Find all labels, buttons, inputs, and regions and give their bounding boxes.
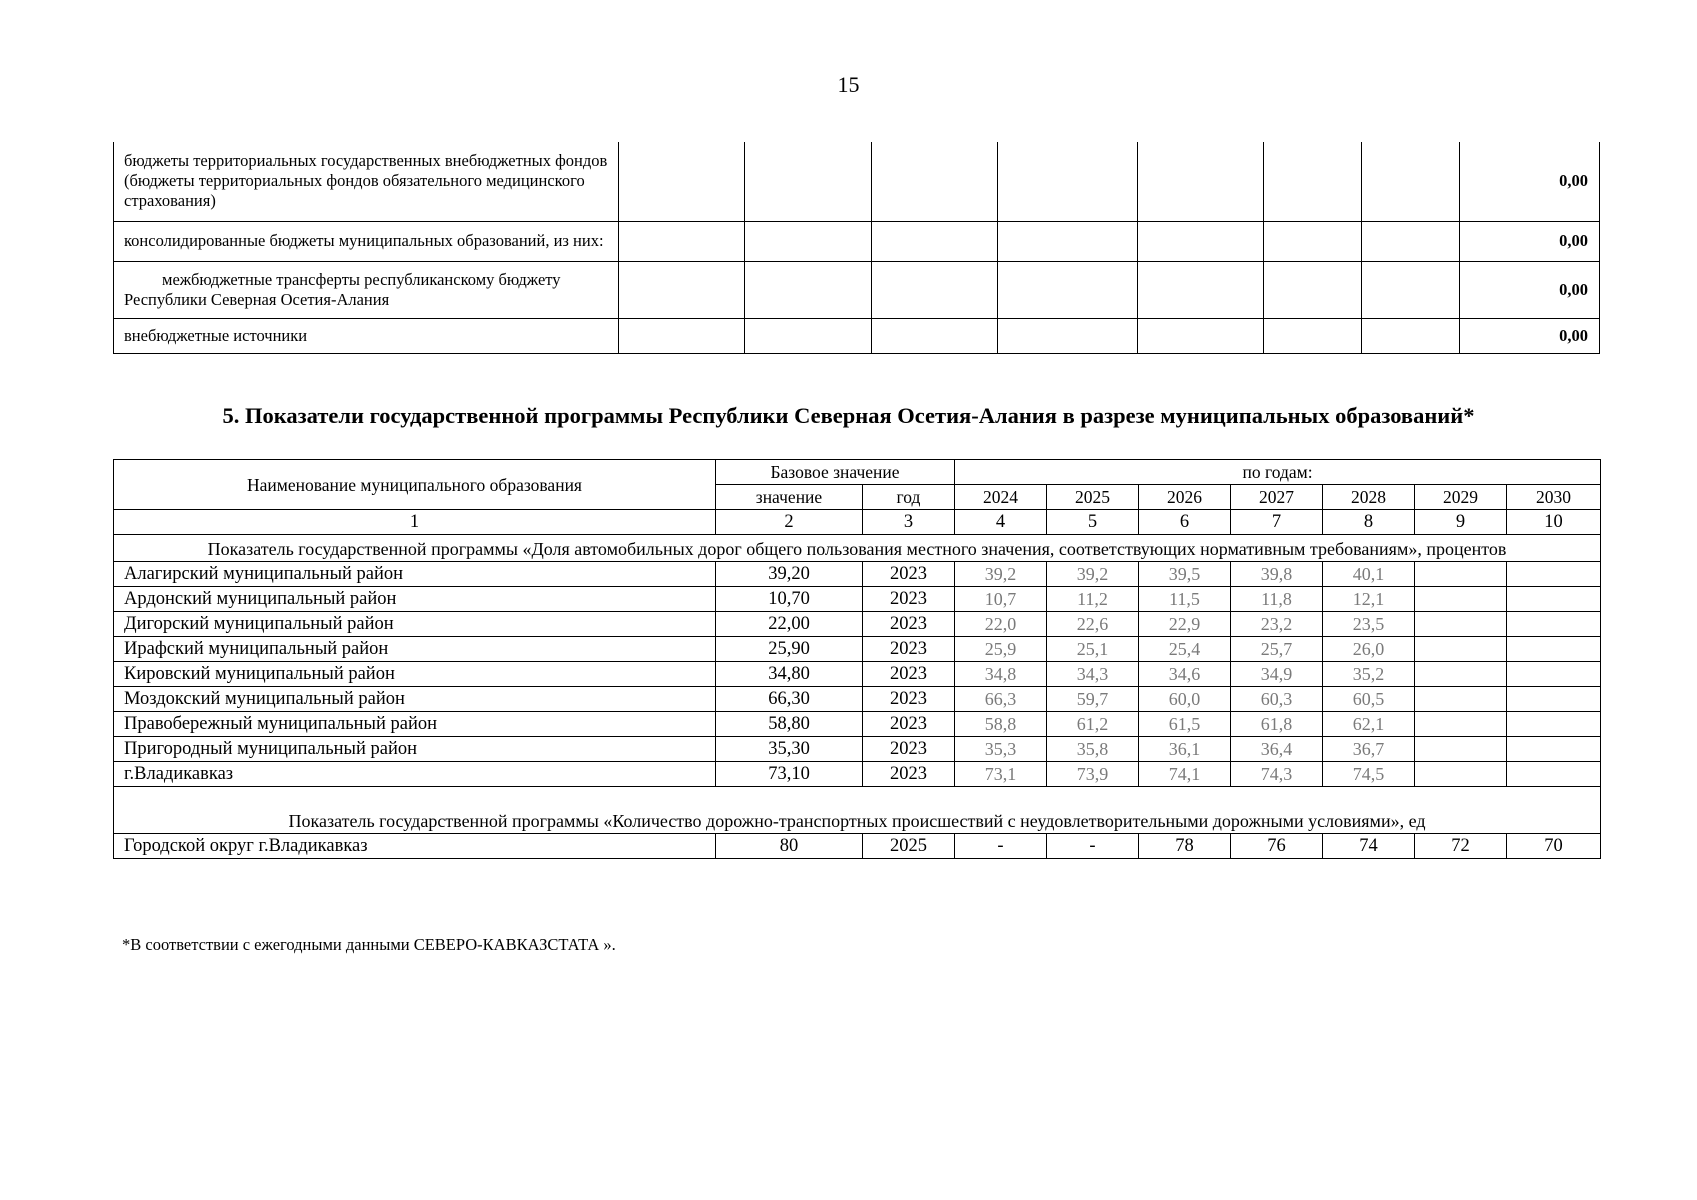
year-value: [1507, 562, 1601, 587]
empty-cell: [998, 318, 1138, 353]
indicator1-caption-row: [114, 535, 1601, 562]
municipality-row: [114, 687, 1601, 712]
funding-row-total: 0,00: [1460, 261, 1600, 318]
base-value: 34,80: [716, 662, 863, 687]
empty-cell: [1362, 142, 1460, 221]
municipality-name: г.Владикавказ: [114, 762, 716, 787]
year-value: 34,9: [1231, 662, 1323, 687]
year-value: 76: [1231, 834, 1323, 859]
year-value: 60,0: [1139, 687, 1231, 712]
empty-cell: [1362, 221, 1460, 261]
base-year: 2023: [863, 562, 955, 587]
year-value: 74,1: [1139, 762, 1231, 787]
year-value: 35,2: [1323, 662, 1415, 687]
funding-sources-table: [113, 142, 1600, 354]
base-year: 2023: [863, 687, 955, 712]
year-value: -: [955, 834, 1047, 859]
year-value: 34,3: [1047, 662, 1139, 687]
year-value: 74: [1323, 834, 1415, 859]
base-year: 2023: [863, 737, 955, 762]
column-numbers-row: [114, 510, 1601, 535]
year-value: [1415, 712, 1507, 737]
municipality-row: [114, 662, 1601, 687]
empty-cell: [998, 142, 1138, 221]
year-value: 39,2: [1047, 562, 1139, 587]
year-value: 25,7: [1231, 637, 1323, 662]
municipality-name: Ардонский муниципальный район: [114, 587, 716, 612]
indicator2-caption-row: [114, 787, 1601, 834]
year-value: 12,1: [1323, 587, 1415, 612]
base-value: 22,00: [716, 612, 863, 637]
column-number-cell: 3: [863, 510, 955, 535]
year-value: [1415, 737, 1507, 762]
year-value: 35,3: [955, 737, 1047, 762]
year-value: 73,1: [955, 762, 1047, 787]
year-value: 78: [1139, 834, 1231, 859]
empty-cell: [1264, 221, 1362, 261]
year-value: [1507, 587, 1601, 612]
header-year-cell: 2028: [1323, 485, 1415, 510]
year-value: 73,9: [1047, 762, 1139, 787]
column-number-cell: 4: [955, 510, 1047, 535]
year-value: 34,8: [955, 662, 1047, 687]
header-base-value: Базовое значение: [716, 460, 955, 485]
empty-cell: [872, 261, 998, 318]
header-year-cell: 2027: [1231, 485, 1323, 510]
empty-cell: [745, 221, 872, 261]
empty-cell: [1362, 261, 1460, 318]
base-year: 2023: [863, 612, 955, 637]
year-value: [1507, 662, 1601, 687]
funding-row-total: 0,00: [1460, 221, 1600, 261]
year-value: [1507, 637, 1601, 662]
year-value: 23,2: [1231, 612, 1323, 637]
empty-cell: [1264, 142, 1362, 221]
base-year: 2025: [863, 834, 955, 859]
base-year: 2023: [863, 662, 955, 687]
empty-cell: [1138, 261, 1264, 318]
year-value: 60,5: [1323, 687, 1415, 712]
section-title: 5. Показатели государственной программы Республики Северная Осетия-Алания в разрезе муниципальных образований*: [222, 403, 1475, 428]
column-number-cell: 7: [1231, 510, 1323, 535]
column-number-cell: 8: [1323, 510, 1415, 535]
municipality-name: Дигорский муниципальный район: [114, 612, 716, 637]
year-value: [1507, 612, 1601, 637]
funding-row-label: бюджеты территориальных государственных внебюджетных фондов (бюджеты территориальных фондов обязательного медицинского страхования): [114, 142, 619, 221]
year-value: [1507, 737, 1601, 762]
year-value: 11,8: [1231, 587, 1323, 612]
year-value: 36,4: [1231, 737, 1323, 762]
year-value: 36,7: [1323, 737, 1415, 762]
column-number-cell: 5: [1047, 510, 1139, 535]
header-year: год: [863, 485, 955, 510]
indicator2-caption: Показатель государственной программы «Количество дорожно-транспортных происшествий с неудовлетворительными дорожными условиями», ед: [114, 787, 1601, 834]
header-year-cell: 2029: [1415, 485, 1507, 510]
base-value: 39,20: [716, 562, 863, 587]
municipality-name: Алагирский муниципальный район: [114, 562, 716, 587]
municipality-row: [114, 612, 1601, 637]
year-value: 61,8: [1231, 712, 1323, 737]
municipality-name: Кировский муниципальный район: [114, 662, 716, 687]
year-value: 11,5: [1139, 587, 1231, 612]
year-value: 35,8: [1047, 737, 1139, 762]
funding-row-label: консолидированные бюджеты муниципальных образований, из них:: [114, 221, 619, 261]
empty-cell: [1138, 142, 1264, 221]
year-value: [1415, 612, 1507, 637]
empty-cell: [1264, 261, 1362, 318]
base-value: 58,80: [716, 712, 863, 737]
header-value: значение: [716, 485, 863, 510]
municipality-row: [114, 737, 1601, 762]
year-value: 10,7: [955, 587, 1047, 612]
year-value: 66,3: [955, 687, 1047, 712]
empty-cell: [619, 221, 745, 261]
municipality-name: Моздокский муниципальный район: [114, 687, 716, 712]
year-value: 22,6: [1047, 612, 1139, 637]
year-value: [1507, 712, 1601, 737]
empty-cell: [745, 142, 872, 221]
empty-cell: [1362, 318, 1460, 353]
empty-cell: [1138, 318, 1264, 353]
empty-cell: [619, 142, 745, 221]
header-year-cell: 2025: [1047, 485, 1139, 510]
base-year: 2023: [863, 637, 955, 662]
year-value: [1415, 587, 1507, 612]
year-value: [1415, 637, 1507, 662]
column-number-cell: 1: [114, 510, 716, 535]
funding-row: [114, 261, 1600, 318]
empty-cell: [872, 221, 998, 261]
base-year: 2023: [863, 712, 955, 737]
base-value: 25,90: [716, 637, 863, 662]
funding-row-label: внебюджетные источники: [114, 318, 619, 353]
funding-row-total: 0,00: [1460, 318, 1600, 353]
funding-row: [114, 142, 1600, 221]
year-value: 59,7: [1047, 687, 1139, 712]
base-value: 80: [716, 834, 863, 859]
empty-cell: [745, 261, 872, 318]
header-year-cell: 2030: [1507, 485, 1601, 510]
empty-cell: [872, 318, 998, 353]
year-value: 61,2: [1047, 712, 1139, 737]
header-year-cell: 2024: [955, 485, 1047, 510]
column-number-cell: 9: [1415, 510, 1507, 535]
year-value: 22,0: [955, 612, 1047, 637]
empty-cell: [619, 318, 745, 353]
year-value: [1415, 662, 1507, 687]
year-value: 39,2: [955, 562, 1047, 587]
funding-row: [114, 318, 1600, 353]
year-value: 11,2: [1047, 587, 1139, 612]
municipality-name: Правобережный муниципальный район: [114, 712, 716, 737]
year-value: 74,5: [1323, 762, 1415, 787]
municipality-row: [114, 834, 1601, 859]
base-year: 2023: [863, 762, 955, 787]
year-value: 25,9: [955, 637, 1047, 662]
year-value: 26,0: [1323, 637, 1415, 662]
funding-row-label: межбюджетные трансферты республиканскому бюджету Республики Северная Осетия-Алания: [114, 261, 619, 318]
municipality-name: Городской округ г.Владикавказ: [114, 834, 716, 859]
year-value: 60,3: [1231, 687, 1323, 712]
year-value: [1415, 687, 1507, 712]
empty-cell: [619, 261, 745, 318]
column-number-cell: 2: [716, 510, 863, 535]
year-value: 23,5: [1323, 612, 1415, 637]
funding-row: [114, 221, 1600, 261]
municipality-row: [114, 562, 1601, 587]
year-value: 58,8: [955, 712, 1047, 737]
empty-cell: [998, 261, 1138, 318]
year-value: 61,5: [1139, 712, 1231, 737]
year-value: [1507, 762, 1601, 787]
year-value: -: [1047, 834, 1139, 859]
year-value: 72: [1415, 834, 1507, 859]
year-value: 22,9: [1139, 612, 1231, 637]
year-value: [1507, 687, 1601, 712]
empty-cell: [872, 142, 998, 221]
municipality-name: Ирафский муниципальный район: [114, 637, 716, 662]
base-value: 73,10: [716, 762, 863, 787]
empty-cell: [745, 318, 872, 353]
page-number: 15: [837, 72, 860, 97]
base-value: 35,30: [716, 737, 863, 762]
year-value: 62,1: [1323, 712, 1415, 737]
column-number-cell: 6: [1139, 510, 1231, 535]
year-value: 39,8: [1231, 562, 1323, 587]
funding-row-total: 0,00: [1460, 142, 1600, 221]
header-by-years: по годам:: [955, 460, 1601, 485]
base-value: 10,70: [716, 587, 863, 612]
year-value: [1415, 762, 1507, 787]
year-value: 39,5: [1139, 562, 1231, 587]
municipality-row: [114, 587, 1601, 612]
municipality-name: Пригородный муниципальный район: [114, 737, 716, 762]
year-value: 70: [1507, 834, 1601, 859]
empty-cell: [998, 221, 1138, 261]
indicator1-caption: Показатель государственной программы «Доля автомобильных дорог общего пользования местного значения, соответствующих нормативным требованиям», процентов: [114, 535, 1601, 562]
header-name-col: Наименование муниципального образования: [114, 460, 716, 510]
municipality-row: [114, 637, 1601, 662]
footnote: *В соответствии с ежегодными данными СЕВЕРО-КАВКАЗСТАТА ».: [122, 935, 616, 954]
year-value: 36,1: [1139, 737, 1231, 762]
year-value: 40,1: [1323, 562, 1415, 587]
year-value: 25,4: [1139, 637, 1231, 662]
year-value: [1415, 562, 1507, 587]
municipality-row: [114, 712, 1601, 737]
municipality-row: [114, 762, 1601, 787]
empty-cell: [1138, 221, 1264, 261]
year-value: 34,6: [1139, 662, 1231, 687]
column-number-cell: 10: [1507, 510, 1601, 535]
empty-cell: [1264, 318, 1362, 353]
header-row-1: [114, 460, 1601, 485]
indicators-table: [113, 459, 1601, 859]
base-value: 66,30: [716, 687, 863, 712]
header-year-cell: 2026: [1139, 485, 1231, 510]
base-year: 2023: [863, 587, 955, 612]
year-value: 74,3: [1231, 762, 1323, 787]
year-value: 25,1: [1047, 637, 1139, 662]
